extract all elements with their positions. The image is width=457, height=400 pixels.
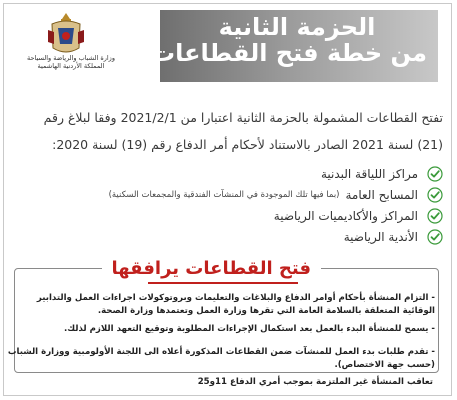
checklist-item: [13, 163, 443, 184]
penalty-note: [21, 376, 433, 389]
intro-paragraph: [11, 104, 443, 158]
logo-caption-line-2: المملكة الأردنية الهاشمية: [37, 62, 105, 70]
checklist-item: [13, 205, 443, 226]
intro-line-1: تفتح القطاعات المشمولة بالحزمة الثانية اعتبارا من 2021/2/1 وفقا لبلاغ رقم: [43, 110, 443, 125]
checkmark-circle-icon: [427, 229, 443, 245]
condition-item-1-line-1: - التزام المنشأة بأحكام أوامر الدفاع والبلاغات والتعليمات وبروتوكولات اجراءات العمل والتدابير: [36, 293, 435, 303]
checkmark-circle-icon: [427, 187, 443, 203]
condition-item-3-line-2: (حسب جهة الاختصاص).: [334, 360, 435, 370]
section-title: فتح القطاعات يرافقها: [102, 257, 321, 281]
ministry-logo: [16, 10, 136, 74]
checklist-item: [13, 184, 443, 205]
checklist-label: الأندية الرياضية: [343, 229, 418, 244]
penalty-note-text: تعاقب المنشأة غير الملتزمة بموجب أمري الدفاع 11و25: [197, 377, 433, 387]
checklist-item: [13, 226, 443, 247]
checklist-label: مراكز اللياقة البدنية: [320, 166, 418, 181]
condition-item-3: [7, 346, 435, 372]
checkmark-circle-icon: [427, 208, 443, 224]
jordan-crest-icon: [46, 10, 86, 56]
condition-item-2-line-1: - يسمح للمنشأة البدء بالعمل بعد استكمال الإجراءات المطلوبة وتوقيع التعهد اللازم لذلك.: [63, 324, 435, 334]
checklist-label: المراكز والأكاديميات الرياضية: [273, 208, 418, 223]
page-title: [151, 13, 427, 67]
checklist-note: (بما فيها تلك الموجودة في المنشآت الفندقية والمجمعات السكنية): [108, 189, 340, 200]
logo-caption: [16, 54, 126, 70]
title-line-2: من خطة فتح القطاعات: [151, 39, 427, 67]
checklist-label: المسابح العامة: [345, 187, 418, 202]
logo-caption-line-1: وزارة الشباب والرياضة والسياحة: [27, 54, 115, 62]
sectors-checklist: [13, 163, 443, 247]
condition-item-3-line-1: - تقدم طلبات بدء العمل للمنشآت ضمن القطاعات المذكورة أعلاه الى اللجنة الأولومبية ووزارة الشباب: [7, 347, 435, 357]
title-line-1: الحزمة الثانية: [218, 13, 376, 41]
checkmark-circle-icon: [427, 166, 443, 182]
intro-line-2: (21) لسنة 2021 الصادر بالاستناد لأحكام أمر الدفاع رقم (19) لسنة 2020:: [52, 137, 443, 152]
condition-item-1: [23, 292, 435, 318]
condition-item-2: [23, 323, 435, 336]
section-title-underline: [148, 282, 298, 284]
condition-item-1-line-2: الوقائية المتعلقة بالسلامة العامة التي تقرها وزارة العمل وتعتمدها وزارة الصحة.: [97, 306, 435, 316]
